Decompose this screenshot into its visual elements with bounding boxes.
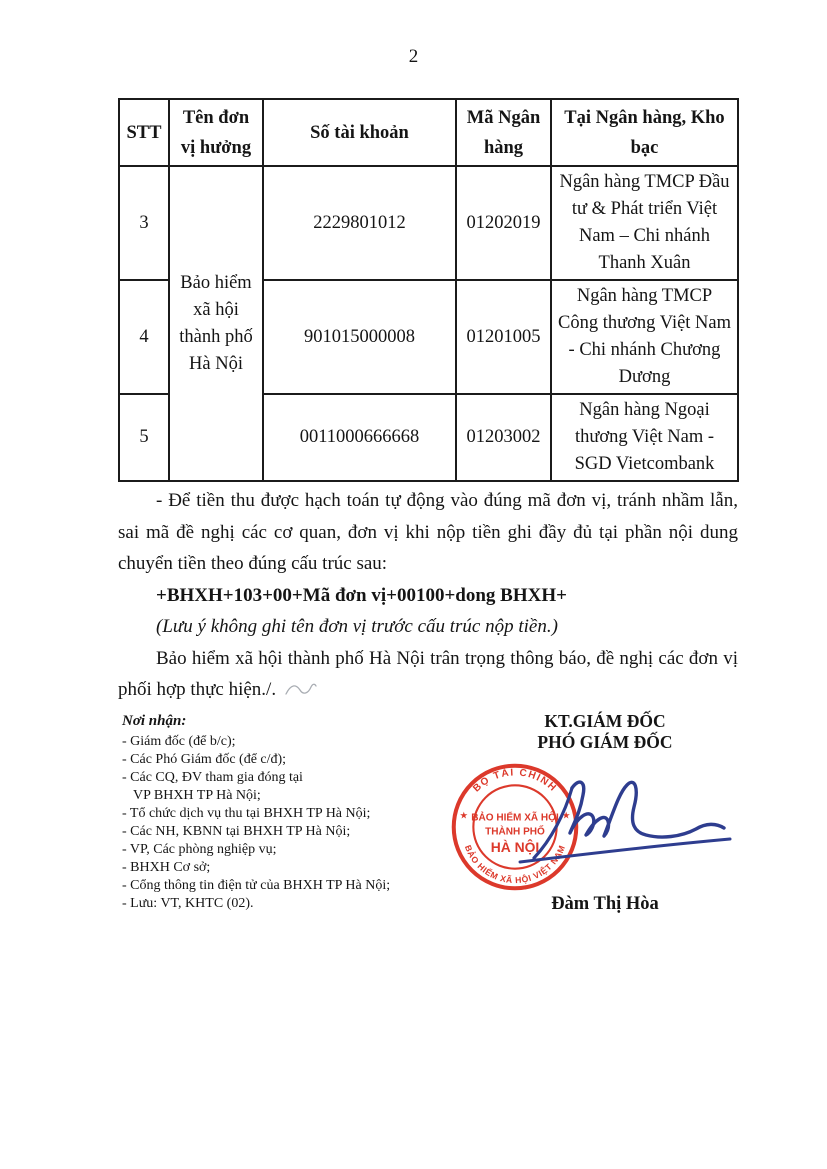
body-text	[118, 485, 738, 706]
header-unit: Tên đơn vị hưởng	[169, 99, 263, 166]
cell-bank-name: Ngân hàng TMCP Đầu tư & Phát triển Việt Nam – Chi nhánh Thanh Xuân	[551, 166, 738, 280]
recipient-item: - VP, Các phòng nghiệp vụ;	[122, 842, 277, 857]
recipient-item-continuation: VP BHXH TP Hà Nội;	[133, 788, 261, 803]
recipients-title: Nơi nhận:	[122, 713, 187, 729]
stamp-bottom-arc-text: BẢO HIỂM XÃ HỘI VIỆT NAM	[462, 843, 568, 886]
stamp-center-line1: BẢO HIỂM XÃ HỘI	[471, 812, 559, 824]
paragraph-instruction: - Để tiền thu được hạch toán tự động vào đúng mã đơn vị, tránh nhầm lẫn, sai mã đề nghị các cơ quan, đơn vị khi nộp tiền ghi đầy đủ tại phần nội dung chuyển tiền theo đúng cấu trúc sau:	[118, 490, 738, 574]
cell-bank-code: 01201005	[456, 280, 551, 394]
stamp-star-left-icon: ★	[459, 810, 469, 822]
recipient-item: - BHXH Cơ sở;	[122, 860, 211, 875]
stamp-center-line2: THÀNH PHỐ	[485, 826, 545, 838]
header-bank-name: Tại Ngân hàng, Kho bạc	[551, 99, 738, 166]
cell-bank-code: 01203002	[456, 394, 551, 481]
handwritten-signature	[495, 765, 735, 875]
cell-account: 0011000666668	[263, 394, 456, 481]
recipient-item: - Các Phó Giám đốc (để c/đ);	[122, 752, 287, 767]
note-line: (Lưu ý không ghi tên đơn vị trước cấu trúc nộp tiền.)	[156, 616, 558, 637]
signer-role-line2: PHÓ GIÁM ĐỐC	[537, 732, 673, 752]
signer-role-line1: KT.GIÁM ĐỐC	[544, 711, 666, 731]
cell-stt: 4	[119, 280, 169, 394]
signature-titles	[460, 711, 750, 753]
header-stt: STT	[119, 99, 169, 166]
paragraph-closing	[118, 643, 738, 706]
cell-stt: 3	[119, 166, 169, 280]
bank-accounts-table	[118, 98, 739, 482]
stamp-star-right-icon: ★	[561, 810, 571, 822]
table-header-row	[119, 99, 738, 166]
recipient-item: - Các NH, KBNN tại BHXH TP Hà Nội;	[122, 824, 351, 839]
table-row	[119, 166, 738, 280]
cell-bank-name: Ngân hàng Ngoại thương Việt Nam - SGD Vietcombank	[551, 394, 738, 481]
cell-bank-name: Ngân hàng TMCP Công thương Việt Nam - Chi nhánh Chương Dương	[551, 280, 738, 394]
cell-bank-code: 01202019	[456, 166, 551, 280]
signer-name: Đàm Thị Hòa	[551, 894, 659, 914]
recipients-block	[122, 712, 462, 913]
cell-stt: 5	[119, 394, 169, 481]
stamp-top-arc-text: BỘ TÀI CHÍNH	[471, 767, 559, 795]
page-number: 2	[408, 46, 419, 67]
cell-account: 2229801012	[263, 166, 456, 280]
pen-squiggle-mark	[284, 681, 318, 697]
closing-text: Bảo hiểm xã hội thành phố Hà Nội trân trọng thông báo, đề nghị các đơn vị phối hợp thực hiện./.	[118, 647, 738, 700]
stamp-center-line3: HÀ NỘI	[490, 838, 540, 855]
transfer-structure-line: +BHXH+103+00+Mã đơn vị+00100+dong BHXH+	[156, 584, 567, 606]
recipient-item: - Giám đốc (để b/c);	[122, 734, 236, 749]
recipient-item: - Cổng thông tin điện tử của BHXH TP Hà Nội;	[122, 878, 391, 893]
cell-unit-merged: Bảo hiểm xã hội thành phố Hà Nội	[169, 166, 263, 481]
recipient-item: - Tổ chức dịch vụ thu tại BHXH TP Hà Nội;	[122, 806, 371, 821]
recipient-item: - Lưu: VT, KHTC (02).	[122, 896, 254, 911]
cell-account: 901015000008	[263, 280, 456, 394]
header-bank-code: Mã Ngân hàng	[456, 99, 551, 166]
header-account: Số tài khoản	[263, 99, 456, 166]
recipient-item: - Các CQ, ĐV tham gia đóng tại	[122, 770, 303, 785]
